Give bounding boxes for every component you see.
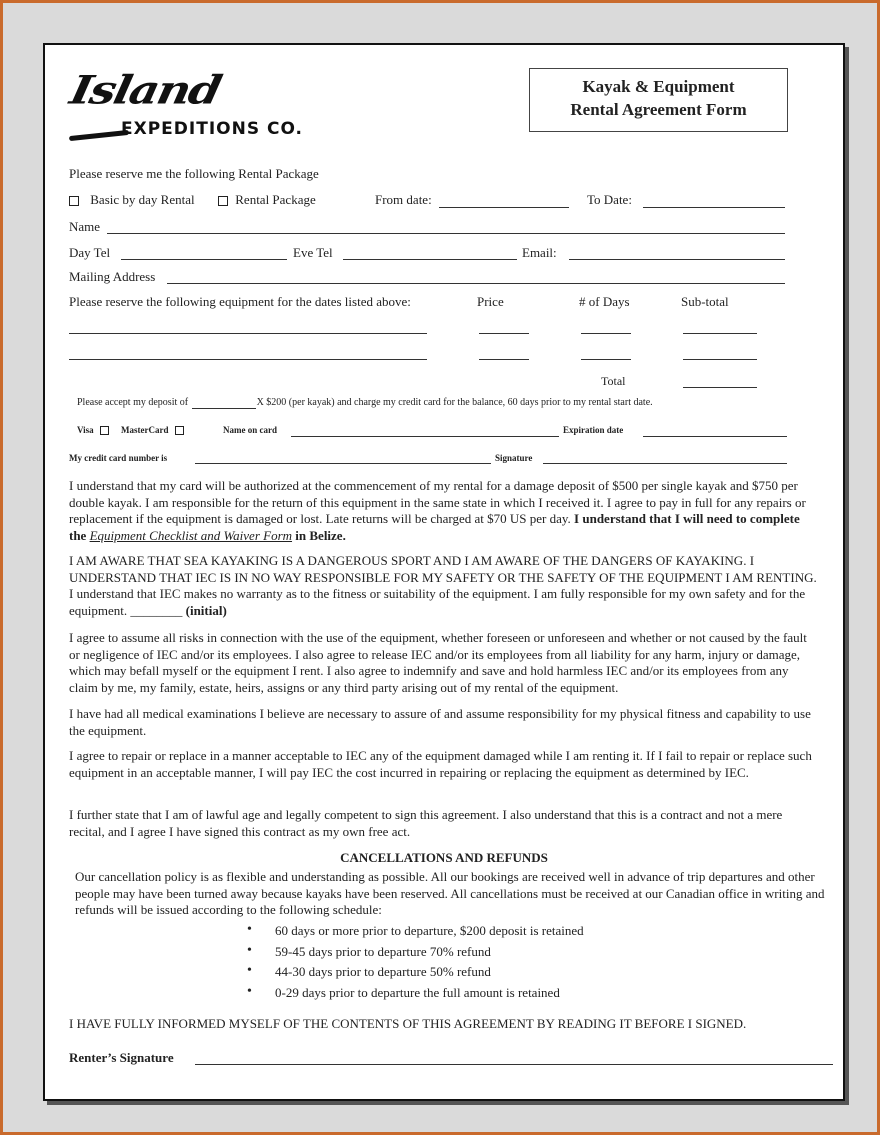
mastercard-label: MasterCard [121,425,169,435]
reserve-prompt: Please reserve me the following Rental Package [69,166,319,181]
logo-company-text: EXPEDITIONS CO. [121,119,304,139]
expiration-label: Expiration date [563,425,624,435]
day-tel-field[interactable] [121,259,287,260]
email-field[interactable] [569,259,785,260]
equipment-days-field[interactable] [581,333,631,334]
deposit-text [77,397,653,409]
rental-package-label: Rental Package [235,192,316,207]
total-field[interactable] [683,387,757,388]
equipment-subtotal-field[interactable] [683,359,757,360]
name-field[interactable] [107,233,785,234]
medical-paragraph: I have had all medical examinations I believe are necessary to assure of and assume responsibility for my physical fitness and capability to use the equipment. [69,706,811,738]
expiration-field[interactable] [643,436,787,437]
eve-tel-field[interactable] [343,259,517,260]
release-liability-paragraph: I agree to assume all risks in connection with the use of the equipment, whether foreseen or unforeseen and whether or not caused by the fault or negligence of IEC and/or its employees. I also agree to release IEC and/or its employees from all liability for any harm, injury or damage, which may befall myself or the equipment I rent. I also agree to indemnify and save and hold harmless IEC and/or its employees from any claim by me, my family, estate, heirs, assigns or any third party arising out of my rental of the equipment. [69,630,807,695]
card-number-field[interactable] [195,463,491,464]
form-title-line2: Rental Agreement Form [570,100,747,119]
to-date-label: To Date: [587,192,632,207]
name-on-card-label: Name on card [223,425,277,435]
form-title-line1: Kayak & Equipment [582,77,735,96]
waiver-notice-lead: I understand that I will need to complete the [69,511,800,543]
cancellation-policy-text: Our cancellation policy is as flexible and understanding as possible. All our bookings are received well in advance of trip departures and other people may have been turned away because kayaks have been reserved. All cancellations must be received at our Canadian office in writing and refunds will be issued according to the following schedule: [75,869,825,917]
list-item: • 60 days or more prior to departure, $200 deposit is retained [245,923,584,944]
day-tel-label: Day Tel [69,245,111,260]
repair-paragraph: I agree to repair or replace in a manner acceptable to IEC any of the equipment damaged while I am renting it. If I fail to repair or replace such equipment in an acceptable manner, I will pay IEC the cost incurred in repairing or replacing the equipment as determined by IEC. [69,748,812,780]
equipment-days-field[interactable] [581,359,631,360]
name-on-card-field[interactable] [291,436,559,437]
equipment-price-field[interactable] [479,359,529,360]
mastercard-option[interactable] [121,425,188,435]
visa-option[interactable] [77,425,113,435]
deposit-suffix: X $200 (per kayak) and charge my credit card for the balance, 60 days prior to my rental start date. [256,397,653,408]
rental-package-option[interactable] [218,192,316,208]
basic-rental-option[interactable] [69,192,195,208]
card-signature-field[interactable] [543,463,787,464]
from-date-field[interactable] [439,207,569,208]
risk-awareness-text: I AM AWARE THAT SEA KAYAKING IS A DANGEROUS SPORT AND I AM AWARE OF THE DANGERS OF KAYAKING. I UNDERSTAND THAT IEC IS IN NO WAY RESPONSIBLE FOR MY SAFETY OR THE SAFETY OF THE EQUIPMENT I AM RENTING. I understand that IEC makes no warranty as to the fitness or suitability of the equipment. I am fully responsible for my own safety and for the equipment. ________ [69,553,817,618]
price-header: Price [477,294,504,309]
damage-deposit-text: I understand that my card will be authorized at the commencement of my rental for a damage deposit of $500 per single kayak and $750 per double kayak. I am responsible for the return of this equipment in the same state in which I received it. I agree to pay in full for any repairs or replacement if the equipment is damaged or lost. Late returns will be charged at $70 US per day. [69,478,806,526]
rental-package-checkbox[interactable] [218,196,228,206]
deposit-prefix: Please accept my deposit of [77,397,189,408]
risk-awareness-paragraph [69,553,819,619]
visa-checkbox[interactable] [100,426,109,435]
renter-signature-field[interactable] [195,1064,833,1065]
lawful-age-paragraph: I further state that I am of lawful age and legally competent to sign this agreement. I also understand that this is a contract and not a mere recital, and I agree I have signed this contract as my own free act. [69,807,783,839]
list-item: • 59-45 days prior to departure 70% refund [245,944,584,965]
days-header: # of Days [579,294,630,309]
to-date-field[interactable] [643,207,785,208]
page-background [3,3,877,1132]
equipment-prompt: Please reserve the following equipment for the dates listed above: [69,294,411,309]
logo-script-text: Island [66,67,225,113]
email-label: Email: [522,245,557,260]
initial-label: (initial) [185,602,227,618]
basic-rental-label: Basic by day Rental [90,192,195,207]
total-label: Total [601,374,626,388]
equipment-subtotal-field[interactable] [683,333,757,334]
renter-signature-label: Renter’s Signature [69,1050,174,1065]
eve-tel-label: Eve Tel [293,245,333,260]
acknowledgement-text: I HAVE FULLY INFORMED MYSELF OF THE CONTENTS OF THIS AGREEMENT BY READING IT BEFORE I SIGNED. [69,1016,747,1031]
damage-deposit-paragraph [69,478,819,544]
signature-label: Signature [495,453,533,463]
waiver-notice-tail: in Belize. [292,527,346,543]
refund-schedule-list [245,923,584,1005]
cancellation-heading: CANCELLATIONS AND REFUNDS [340,850,548,865]
from-date-label: From date: [375,192,432,207]
rental-form-sheet [43,43,845,1101]
name-label: Name [69,219,101,234]
mailing-address-field[interactable] [167,283,785,284]
equipment-checklist-link[interactable]: Equipment Checklist and Waiver Form [89,527,293,543]
form-title-box [529,68,788,132]
equipment-price-field[interactable] [479,333,529,334]
list-item: • 0-29 days prior to departure the full amount is retained [245,985,584,1006]
mastercard-checkbox[interactable] [175,426,184,435]
mailing-address-label: Mailing Address [69,269,156,284]
equipment-item-field[interactable] [69,333,427,334]
card-number-label: My credit card number is [69,453,168,463]
visa-label: Visa [77,425,94,435]
subtotal-header: Sub-total [681,294,729,309]
basic-rental-checkbox[interactable] [69,196,79,206]
deposit-kayak-count-field[interactable] [192,397,256,409]
list-item: • 44-30 days prior to departure 50% refund [245,964,584,985]
equipment-item-field[interactable] [69,359,427,360]
